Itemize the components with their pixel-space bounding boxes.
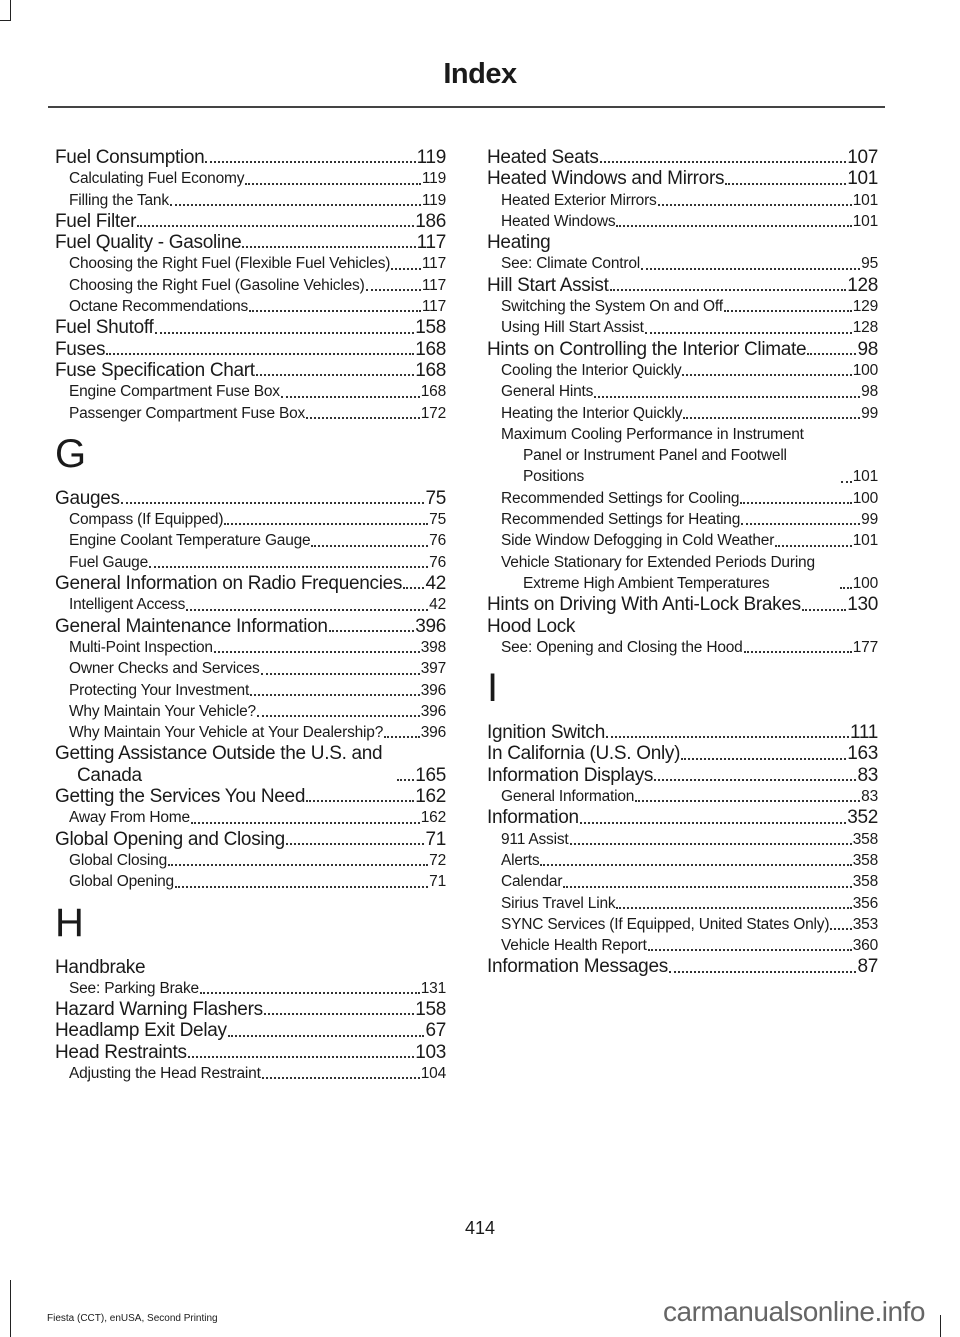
index-subentry — [487, 190, 878, 211]
entry-page-number: 119 — [421, 191, 446, 209]
entry-text: See: Parking Brake — [69, 979, 199, 997]
entry-page-number: 100 — [852, 489, 878, 507]
entry-text: General Maintenance Information — [55, 615, 328, 637]
index-subentry — [487, 488, 878, 509]
dot-leader — [403, 586, 424, 589]
entry-text: Owner Checks and Services — [69, 660, 260, 678]
entry-page-number: 101 — [852, 212, 878, 230]
index-entry — [55, 232, 446, 253]
dot-leader — [137, 224, 414, 227]
entry-page-number: 101 — [852, 532, 878, 550]
dot-leader — [600, 160, 847, 163]
entry-text: Gauges — [55, 487, 120, 509]
entry-page-number: 360 — [852, 937, 878, 955]
entry-page-number: 168 — [415, 359, 446, 381]
entry-text: Vehicle Stationary for Extended Periods During Extreme High Ambient Temperatures — [501, 553, 815, 592]
index-entry — [487, 956, 878, 977]
entry-text: Using Hill Start Assist — [501, 319, 644, 337]
entry-text: See: Climate Control — [501, 255, 641, 273]
dot-leader — [242, 245, 415, 248]
index-subentry — [55, 190, 446, 211]
entry-text: Multi-Point Inspection — [69, 638, 213, 656]
entry-text: General Information on Radio Frequencies — [55, 573, 403, 595]
dot-leader — [830, 927, 851, 930]
dot-leader — [106, 352, 414, 355]
index-entry — [55, 488, 446, 509]
dot-leader — [250, 693, 420, 696]
index-subentry — [487, 850, 878, 871]
entry-text: Fuel Filter — [55, 210, 137, 232]
entry-text: Hill Start Assist — [487, 274, 609, 296]
entry-page-number: 95 — [861, 255, 878, 273]
index-entry — [487, 807, 878, 828]
index-entry — [487, 765, 878, 786]
index-subentry — [55, 850, 446, 871]
index-subentry — [487, 317, 878, 338]
entry-page-number: 158 — [415, 317, 446, 339]
entry-text: Heated Windows and Mirrors — [487, 168, 725, 190]
dot-leader — [170, 203, 421, 206]
index-subentry — [55, 871, 446, 892]
dot-leader — [744, 650, 852, 653]
entry-text: Engine Coolant Temperature Gauge — [69, 532, 311, 550]
dot-leader — [616, 906, 851, 909]
entry-text: Fuses — [55, 338, 106, 360]
dot-leader — [616, 224, 851, 227]
dot-leader — [384, 735, 420, 738]
dot-leader — [281, 395, 420, 398]
entry-text: Choosing the Right Fuel (Gasoline Vehicles) — [69, 276, 365, 294]
index-entry — [487, 339, 878, 360]
entry-page-number: 162 — [420, 809, 446, 827]
dot-leader — [724, 309, 852, 312]
index-subentry — [55, 530, 446, 551]
entry-text: Heating — [487, 232, 551, 254]
crop-mark — [10, 1280, 12, 1337]
index-entry — [55, 999, 446, 1020]
dot-leader — [214, 650, 420, 653]
dot-leader — [580, 821, 846, 824]
entry-page-number: 396 — [415, 615, 446, 637]
index-subentry — [487, 296, 878, 317]
dot-leader — [391, 267, 421, 270]
dot-leader — [286, 842, 425, 845]
entry-page-number: 128 — [847, 274, 878, 296]
dot-leader — [645, 331, 852, 334]
entry-text: Ignition Switch — [487, 722, 606, 744]
index-entry — [487, 616, 878, 637]
entry-text: Fuel Consumption — [55, 147, 205, 168]
entry-page-number: 101 — [852, 468, 878, 486]
index-subentry — [55, 722, 446, 743]
index-subentry — [55, 594, 446, 615]
entry-page-number: 396 — [420, 681, 446, 699]
index-subentry — [487, 871, 878, 892]
index-subentry — [55, 701, 446, 722]
entry-text: SYNC Services (If Equipped, United States Only) — [501, 915, 830, 933]
dot-leader — [224, 522, 428, 525]
dot-leader — [191, 821, 420, 824]
dot-leader — [149, 565, 428, 568]
entry-page-number: 99 — [861, 404, 878, 422]
entry-page-number: 111 — [850, 722, 878, 744]
entry-text: Headlamp Exit Delay — [55, 1020, 227, 1042]
index-entry — [487, 722, 878, 743]
index-subentry — [55, 403, 446, 424]
index-entry — [55, 786, 446, 807]
dot-leader — [262, 1076, 420, 1079]
index-entry — [487, 147, 878, 168]
dot-leader — [683, 416, 860, 419]
entry-text: Side Window Defogging in Cold Weather — [501, 532, 775, 550]
index-subentry — [487, 914, 878, 935]
dot-leader — [249, 309, 421, 312]
entry-page-number: 107 — [847, 147, 878, 168]
entry-page-number: 83 — [857, 764, 878, 786]
dot-leader — [610, 288, 847, 291]
index-subentry — [55, 296, 446, 317]
entry-page-number: 397 — [420, 660, 446, 678]
index-subentry — [487, 552, 878, 595]
index-entry — [55, 1042, 446, 1063]
entry-page-number: 163 — [847, 743, 878, 765]
entry-page-number: 165 — [415, 764, 446, 786]
entry-text: Why Maintain Your Vehicle at Your Dealership? — [69, 724, 384, 742]
index-subentry — [55, 978, 446, 999]
dot-leader — [228, 1034, 425, 1037]
dot-leader — [264, 1012, 414, 1015]
entry-page-number: 117 — [421, 255, 446, 273]
entry-text: Heating the Interior Quickly — [501, 404, 683, 422]
dot-leader — [669, 970, 857, 973]
entry-text: Getting the Services You Need — [55, 786, 306, 808]
section-letter: H — [55, 900, 84, 945]
entry-text: Information — [487, 807, 579, 829]
dot-leader — [635, 799, 860, 802]
dot-leader — [306, 799, 414, 802]
entry-page-number: 104 — [420, 1064, 446, 1082]
dot-leader — [186, 608, 428, 611]
entry-text: Engine Compartment Fuse Box — [69, 383, 280, 401]
dot-leader — [257, 714, 420, 717]
dot-leader — [175, 885, 428, 888]
entry-text: Intelligent Access — [69, 596, 186, 614]
entry-page-number: 168 — [415, 338, 446, 360]
entry-page-number: 72 — [429, 851, 446, 869]
index-subentry — [487, 786, 878, 807]
entry-page-number: 99 — [861, 511, 878, 529]
index-subentry — [55, 552, 446, 573]
page-title: Index — [443, 58, 517, 90]
dot-leader — [121, 501, 425, 504]
entry-text: Hood Lock — [487, 615, 576, 637]
entry-page-number: 172 — [420, 404, 446, 422]
entry-text: Global Closing — [69, 851, 168, 869]
entry-text: General Information — [501, 788, 635, 806]
entry-text: General Hints — [501, 383, 594, 401]
entry-text: Alerts — [501, 851, 540, 869]
dot-leader — [245, 182, 421, 185]
entry-page-number: 75 — [429, 511, 446, 529]
index-entry — [55, 957, 446, 978]
index-entry — [487, 275, 878, 296]
dot-leader — [570, 842, 852, 845]
section-letter: I — [487, 666, 499, 711]
watermark: carmanualsonline.info — [663, 1296, 925, 1327]
entry-page-number: 186 — [415, 210, 446, 232]
entry-page-number: 83 — [861, 788, 878, 806]
index-subentry — [487, 893, 878, 914]
entry-text: Head Restraints — [55, 1041, 187, 1063]
section-letter: G — [55, 431, 87, 476]
dot-leader — [329, 629, 414, 632]
entry-text: Hints on Driving With Anti-Lock Brakes — [487, 594, 801, 616]
entry-page-number: 358 — [852, 851, 878, 869]
index-entry — [55, 829, 446, 850]
index-subentry — [487, 935, 878, 956]
index-subentry — [55, 381, 446, 402]
dot-leader — [725, 182, 846, 185]
entry-page-number: 101 — [852, 191, 878, 209]
dot-leader — [563, 885, 851, 888]
entry-page-number: 76 — [429, 532, 446, 550]
dot-leader — [397, 778, 414, 781]
index-entry — [487, 594, 878, 615]
entry-page-number: 398 — [420, 638, 446, 656]
index-subentry — [55, 253, 446, 274]
entry-page-number: 130 — [847, 594, 878, 616]
index-subentry — [487, 403, 878, 424]
entry-page-number: 396 — [420, 724, 446, 742]
entry-page-number: 158 — [415, 999, 446, 1021]
entry-page-number: 117 — [421, 276, 446, 294]
entry-page-number: 71 — [425, 828, 446, 850]
entry-text: Recommended Settings for Heating — [501, 511, 741, 529]
entry-text: 911 Assist — [501, 830, 569, 848]
dot-leader — [682, 373, 851, 376]
entry-page-number: 162 — [415, 786, 446, 808]
entry-page-number: 128 — [852, 319, 878, 337]
dot-leader — [155, 331, 415, 334]
entry-page-number: 103 — [415, 1041, 446, 1063]
entry-text: Fuel Gauge — [69, 553, 148, 571]
entry-text: Global Opening and Closing — [55, 828, 285, 850]
dot-leader — [188, 1055, 414, 1058]
title-divider — [48, 106, 885, 108]
entry-text: Getting Assistance Outside the U.S. and Canada — [55, 743, 383, 786]
entry-page-number: 358 — [852, 830, 878, 848]
entry-text: In California (U.S. Only) — [487, 743, 681, 765]
edition-footer: Fiesta (CCT), enUSA, Second Printing — [47, 1313, 218, 1324]
index-entry — [55, 573, 446, 594]
entry-text: Vehicle Health Report — [501, 937, 647, 955]
entry-page-number: 129 — [852, 298, 878, 316]
dot-leader — [741, 522, 860, 525]
dot-leader — [658, 203, 852, 206]
entry-page-number: 131 — [420, 979, 446, 997]
index-subentry — [55, 168, 446, 189]
entry-page-number: 119 — [416, 147, 446, 168]
entry-text: Global Opening — [69, 873, 174, 891]
entry-text: Fuse Specification Chart — [55, 359, 255, 381]
index-subentry — [55, 1063, 446, 1084]
entry-page-number: 76 — [429, 553, 446, 571]
entry-text: Fuel Shutoff — [55, 317, 154, 339]
dot-leader — [606, 735, 849, 738]
index-subentry — [487, 253, 878, 274]
entry-text: See: Opening and Closing the Hood — [501, 638, 743, 656]
index-subentry — [55, 658, 446, 679]
entry-text: Hazard Warning Flashers — [55, 999, 263, 1021]
index-entry — [487, 232, 878, 253]
entry-page-number: 87 — [857, 956, 878, 978]
entry-page-number: 168 — [420, 383, 446, 401]
entry-text: Information Messages — [487, 956, 668, 978]
index-entry — [55, 211, 446, 232]
index-column-right — [487, 147, 878, 978]
index-subentry — [487, 637, 878, 658]
entry-page-number: 352 — [847, 807, 878, 829]
entry-page-number: 358 — [852, 873, 878, 891]
entry-text: Hints on Controlling the Interior Climate — [487, 338, 807, 360]
entry-page-number: 75 — [425, 487, 446, 509]
entry-page-number: 71 — [429, 873, 446, 891]
entry-text: Octane Recommendations — [69, 298, 249, 316]
dot-leader — [168, 863, 428, 866]
entry-text: Away From Home — [69, 809, 190, 827]
dot-leader — [841, 480, 851, 483]
dot-leader — [594, 395, 860, 398]
entry-text: Switching the System On and Off — [501, 298, 723, 316]
dot-leader — [648, 948, 852, 951]
entry-page-number: 119 — [421, 170, 446, 188]
entry-text: Choosing the Right Fuel (Flexible Fuel Vehicles) — [69, 255, 391, 273]
dot-leader — [740, 501, 851, 504]
crop-mark — [0, 0, 11, 21]
dot-leader — [775, 544, 852, 547]
entry-text: Sirius Travel Link — [501, 894, 616, 912]
index-subentry — [487, 509, 878, 530]
dot-leader — [205, 160, 415, 163]
entry-text: Adjusting the Head Restraint — [69, 1064, 261, 1082]
dot-leader — [807, 352, 856, 355]
dot-leader — [311, 544, 428, 547]
index-column-left — [55, 147, 446, 1084]
dot-leader — [366, 288, 421, 291]
index-subentry — [487, 530, 878, 551]
entry-text: Recommended Settings for Cooling — [501, 489, 740, 507]
entry-page-number: 356 — [852, 894, 878, 912]
index-entry — [55, 339, 446, 360]
dot-leader — [261, 672, 420, 675]
index-subentry — [487, 211, 878, 232]
entry-page-number: 117 — [416, 232, 446, 254]
entry-page-number: 98 — [857, 338, 878, 360]
index-subentry — [487, 381, 878, 402]
entry-text: Calendar — [501, 873, 563, 891]
dot-leader — [540, 863, 851, 866]
index-entry — [55, 616, 446, 637]
index-entry — [55, 147, 446, 168]
dot-leader — [641, 267, 860, 270]
entry-text: Compass (If Equipped) — [69, 511, 224, 529]
entry-text: Heated Windows — [501, 212, 616, 230]
index-entry — [55, 360, 446, 381]
index-subentry — [487, 424, 878, 488]
index-entry — [487, 168, 878, 189]
entry-page-number: 67 — [425, 1020, 446, 1042]
entry-text: Passenger Compartment Fuse Box — [69, 404, 306, 422]
index-subentry — [487, 360, 878, 381]
entry-page-number: 42 — [425, 573, 446, 595]
entry-page-number: 117 — [421, 298, 446, 316]
entry-text: Heated Seats — [487, 147, 599, 168]
entry-page-number: 353 — [852, 915, 878, 933]
entry-text: Calculating Fuel Economy — [69, 170, 245, 188]
entry-text: Protecting Your Investment — [69, 681, 250, 699]
entry-text: Handbrake — [55, 956, 146, 978]
entry-text: Maximum Cooling Performance in Instrument Panel or Instrument Panel and Footwell Positions — [501, 425, 804, 486]
entry-page-number: 100 — [852, 574, 878, 592]
index-subentry — [55, 509, 446, 530]
entry-text: Filling the Tank — [69, 191, 169, 209]
entry-page-number: 100 — [852, 361, 878, 379]
dot-leader — [306, 416, 420, 419]
dot-leader — [681, 757, 846, 760]
index-entry — [55, 743, 446, 786]
index-entry — [55, 1020, 446, 1041]
entry-page-number: 98 — [861, 383, 878, 401]
entry-text: Why Maintain Your Vehicle? — [69, 702, 256, 720]
entry-page-number: 177 — [852, 638, 878, 656]
page-number: 414 — [464, 1218, 496, 1238]
entry-text: Cooling the Interior Quickly — [501, 361, 682, 379]
dot-leader — [840, 586, 852, 589]
index-subentry — [55, 680, 446, 701]
entry-text: Information Displays — [487, 764, 654, 786]
entry-text: Fuel Quality - Gasoline — [55, 232, 242, 254]
crop-mark — [940, 1315, 942, 1337]
dot-leader — [802, 608, 846, 611]
index-subentry — [55, 637, 446, 658]
dot-leader — [654, 778, 856, 781]
entry-text: Heated Exterior Mirrors — [501, 191, 657, 209]
entry-page-number: 101 — [847, 168, 878, 190]
entry-page-number: 396 — [420, 702, 446, 720]
entry-page-number: 42 — [429, 596, 446, 614]
index-subentry — [487, 829, 878, 850]
index-subentry — [55, 275, 446, 296]
dot-leader — [256, 373, 414, 376]
index-entry — [55, 317, 446, 338]
index-subentry — [55, 807, 446, 828]
index-entry — [487, 743, 878, 764]
dot-leader — [200, 991, 420, 994]
